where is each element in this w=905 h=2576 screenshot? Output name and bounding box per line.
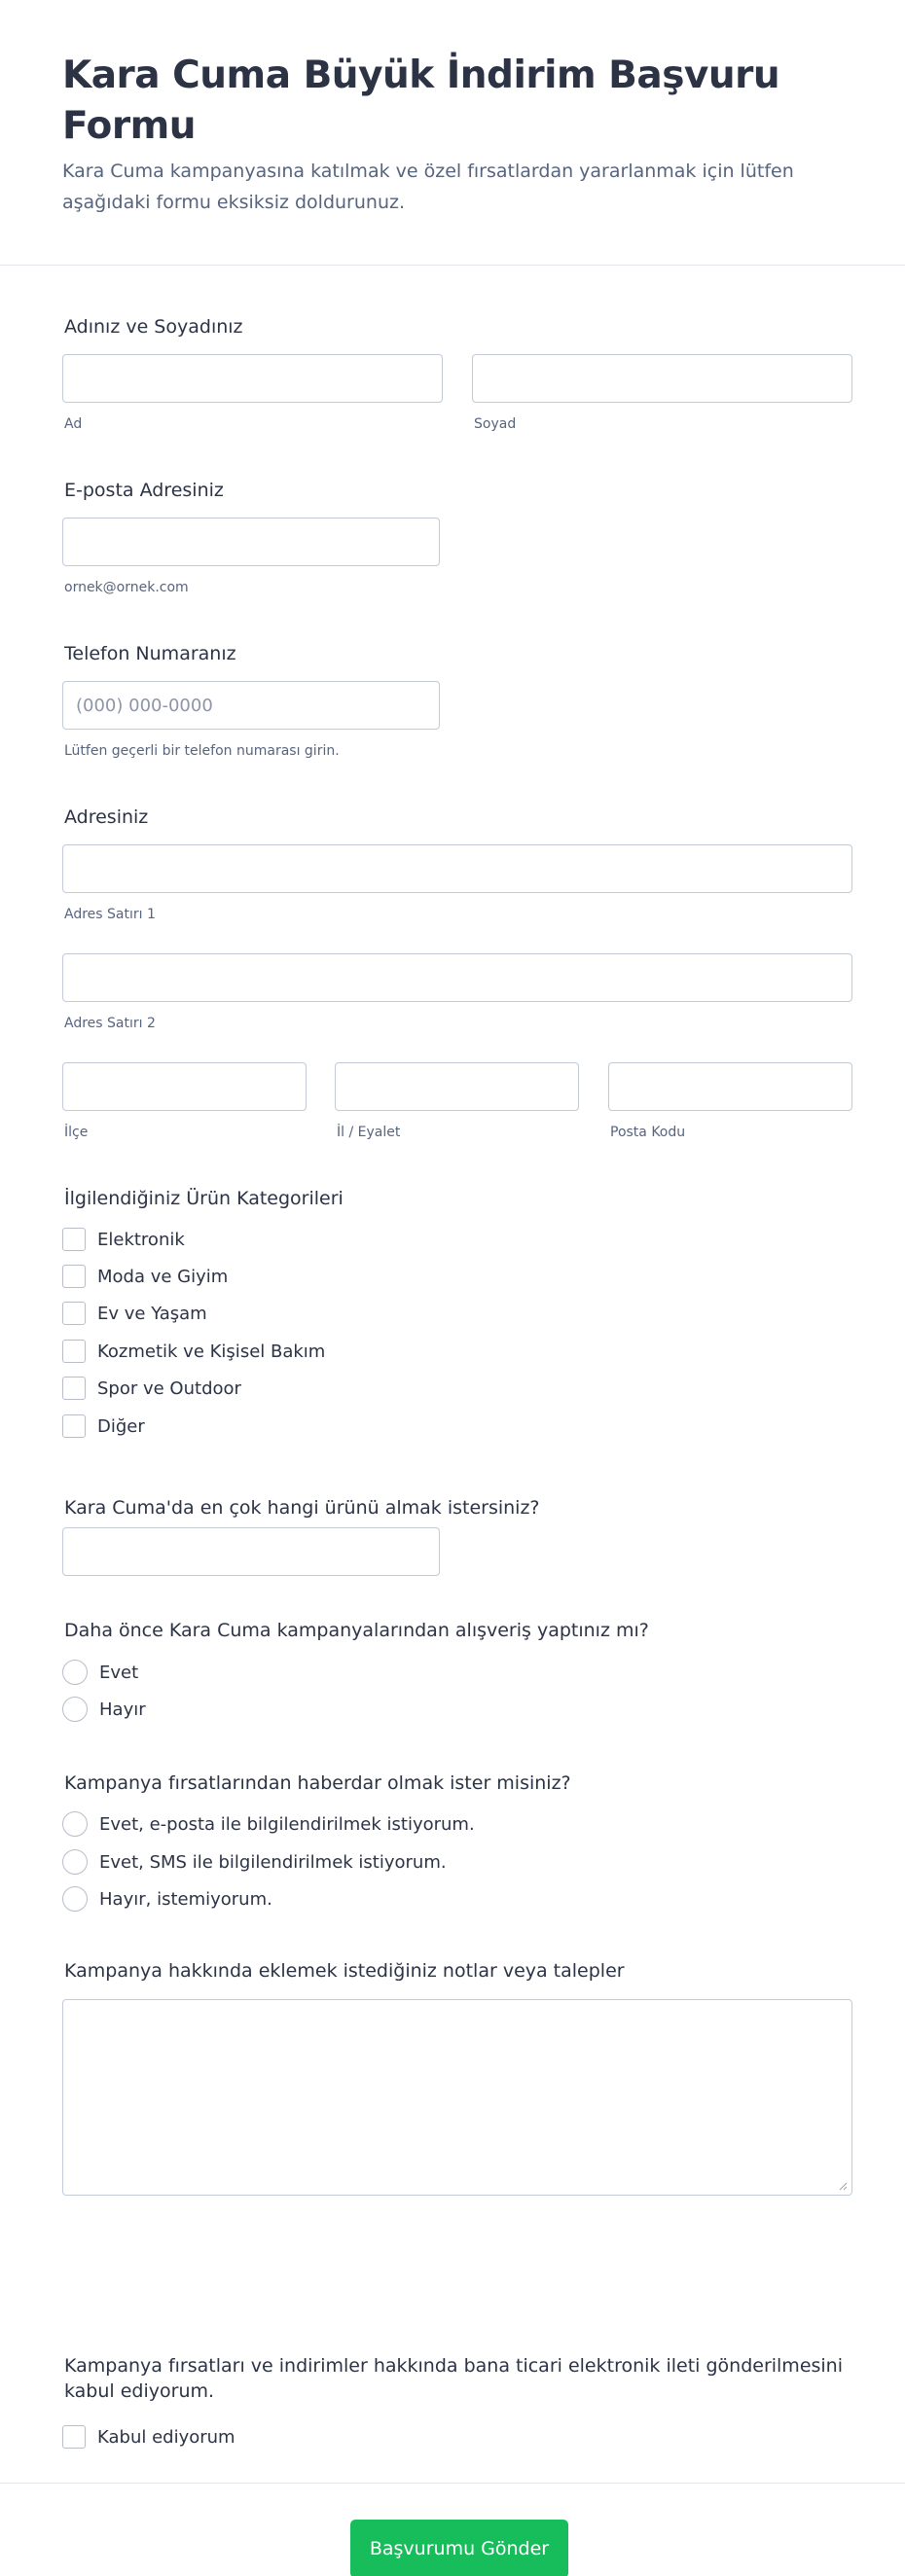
address-line2-field[interactable] — [62, 953, 852, 1002]
radio-option-label: Evet, SMS ile bilgilendirilmek istiyorum. — [99, 1851, 447, 1873]
radio-option-label: Evet — [99, 1662, 139, 1683]
phone-sublabel: Lütfen geçerli bir telefon numarası girin. — [64, 743, 340, 759]
previous-option-yes[interactable] — [62, 1660, 138, 1685]
state-input[interactable] — [336, 1063, 578, 1110]
zip-input[interactable] — [609, 1063, 851, 1110]
last-name-sublabel: Soyad — [474, 416, 517, 432]
name-label: Adınız ve Soyadınız — [64, 316, 243, 338]
notify-label: Kampanya fırsatlarından haberdar olmak ister misiniz? — [64, 1772, 571, 1794]
address-line2-sublabel: Adres Satırı 2 — [64, 1016, 156, 1031]
notify-option-email[interactable] — [62, 1811, 475, 1837]
category-option-electronics[interactable] — [62, 1227, 185, 1252]
form-footer — [0, 2483, 905, 2576]
previous-option-no[interactable] — [62, 1697, 146, 1722]
category-option-label: Diğer — [97, 1415, 145, 1437]
form-subtitle: Kara Cuma kampanyasına katılmak ve özel fırsatlardan yararlanmak için lütfen aşağıdaki formu eksiksiz doldurunuz. — [62, 161, 794, 213]
category-option-label: Spor ve Outdoor — [97, 1377, 241, 1399]
first-name-field[interactable] — [62, 354, 443, 403]
radio-option-label: Hayır, istemiyorum. — [99, 1888, 272, 1910]
radio-button[interactable] — [62, 1697, 88, 1722]
zip-sublabel: Posta Kodu — [610, 1125, 686, 1140]
notes-label: Kampanya hakkında eklemek istediğiniz notlar veya talepler — [64, 1960, 625, 1982]
form-body — [0, 266, 905, 2483]
phone-input[interactable] — [63, 682, 439, 729]
address-line1-sublabel: Adres Satırı 1 — [64, 907, 156, 922]
form-title: Kara Cuma Büyük İndirim Başvuru Formu — [62, 54, 780, 148]
product-input[interactable] — [63, 1528, 439, 1575]
city-field[interactable] — [62, 1062, 307, 1111]
email-input[interactable] — [63, 519, 439, 565]
category-option-cosmetics[interactable] — [62, 1339, 325, 1364]
radio-button[interactable] — [62, 1660, 88, 1685]
address-line1-field[interactable] — [62, 844, 852, 893]
notes-textarea[interactable] — [62, 1999, 852, 2196]
email-label: E-posta Adresiniz — [64, 480, 224, 501]
category-option-label: Elektronik — [97, 1229, 185, 1250]
last-name-input[interactable] — [473, 355, 851, 402]
address-line1-input[interactable] — [63, 845, 851, 892]
state-field[interactable] — [335, 1062, 579, 1111]
notify-option-sms[interactable] — [62, 1849, 447, 1875]
product-label: Kara Cuma'da en çok hangi ürünü almak istersiniz? — [64, 1497, 540, 1519]
consent-label: Kampanya fırsatları ve indirimler hakkında bana ticari elektronik ileti gönderilmesini kabul ediyorum. — [64, 2355, 844, 2402]
category-option-other[interactable] — [62, 1413, 145, 1439]
checkbox[interactable] — [62, 1228, 86, 1251]
checkbox[interactable] — [62, 1302, 86, 1325]
form-header — [0, 0, 905, 266]
product-field[interactable] — [62, 1527, 440, 1576]
address-line2-input[interactable] — [63, 954, 851, 1001]
checkbox[interactable] — [62, 1265, 86, 1288]
category-option-fashion[interactable] — [62, 1264, 228, 1289]
checkbox[interactable] — [62, 1414, 86, 1438]
address-label: Adresiniz — [64, 806, 149, 828]
radio-option-label: Hayır — [99, 1699, 146, 1720]
checkbox[interactable] — [62, 2425, 86, 2449]
last-name-field[interactable] — [472, 354, 852, 403]
consent-option[interactable] — [62, 2424, 235, 2450]
radio-button[interactable] — [62, 1811, 88, 1837]
radio-button[interactable] — [62, 1886, 88, 1912]
city-input[interactable] — [63, 1063, 306, 1110]
checkbox[interactable] — [62, 1377, 86, 1400]
previous-purchase-label: Daha önce Kara Cuma kampanyalarından alışveriş yaptınız mı? — [64, 1620, 649, 1641]
radio-option-label: Evet, e-posta ile bilgilendirilmek istiyorum. — [99, 1813, 475, 1835]
category-option-label: Ev ve Yaşam — [97, 1303, 207, 1324]
category-option-home[interactable] — [62, 1301, 207, 1326]
category-option-label: Moda ve Giyim — [97, 1266, 229, 1287]
category-option-sports[interactable] — [62, 1376, 241, 1401]
phone-field[interactable] — [62, 681, 440, 730]
email-field[interactable] — [62, 518, 440, 566]
first-name-input[interactable] — [63, 355, 442, 402]
checkbox[interactable] — [62, 1340, 86, 1363]
phone-label: Telefon Numaranız — [64, 643, 236, 664]
resize-handle-icon[interactable] — [838, 2181, 848, 2191]
notify-option-no[interactable] — [62, 1886, 272, 1912]
category-option-label: Kozmetik ve Kişisel Bakım — [97, 1341, 326, 1362]
consent-option-label: Kabul ediyorum — [97, 2426, 235, 2448]
submit-button[interactable]: Başvurumu Gönder — [350, 2520, 568, 2576]
city-sublabel: İlçe — [64, 1125, 89, 1140]
first-name-sublabel: Ad — [64, 416, 83, 432]
radio-button[interactable] — [62, 1849, 88, 1875]
categories-label: İlgilendiğiniz Ürün Kategorileri — [64, 1188, 344, 1209]
email-sublabel: ornek@ornek.com — [64, 580, 189, 595]
zip-field[interactable] — [608, 1062, 852, 1111]
state-sublabel: İl / Eyalet — [337, 1125, 401, 1140]
